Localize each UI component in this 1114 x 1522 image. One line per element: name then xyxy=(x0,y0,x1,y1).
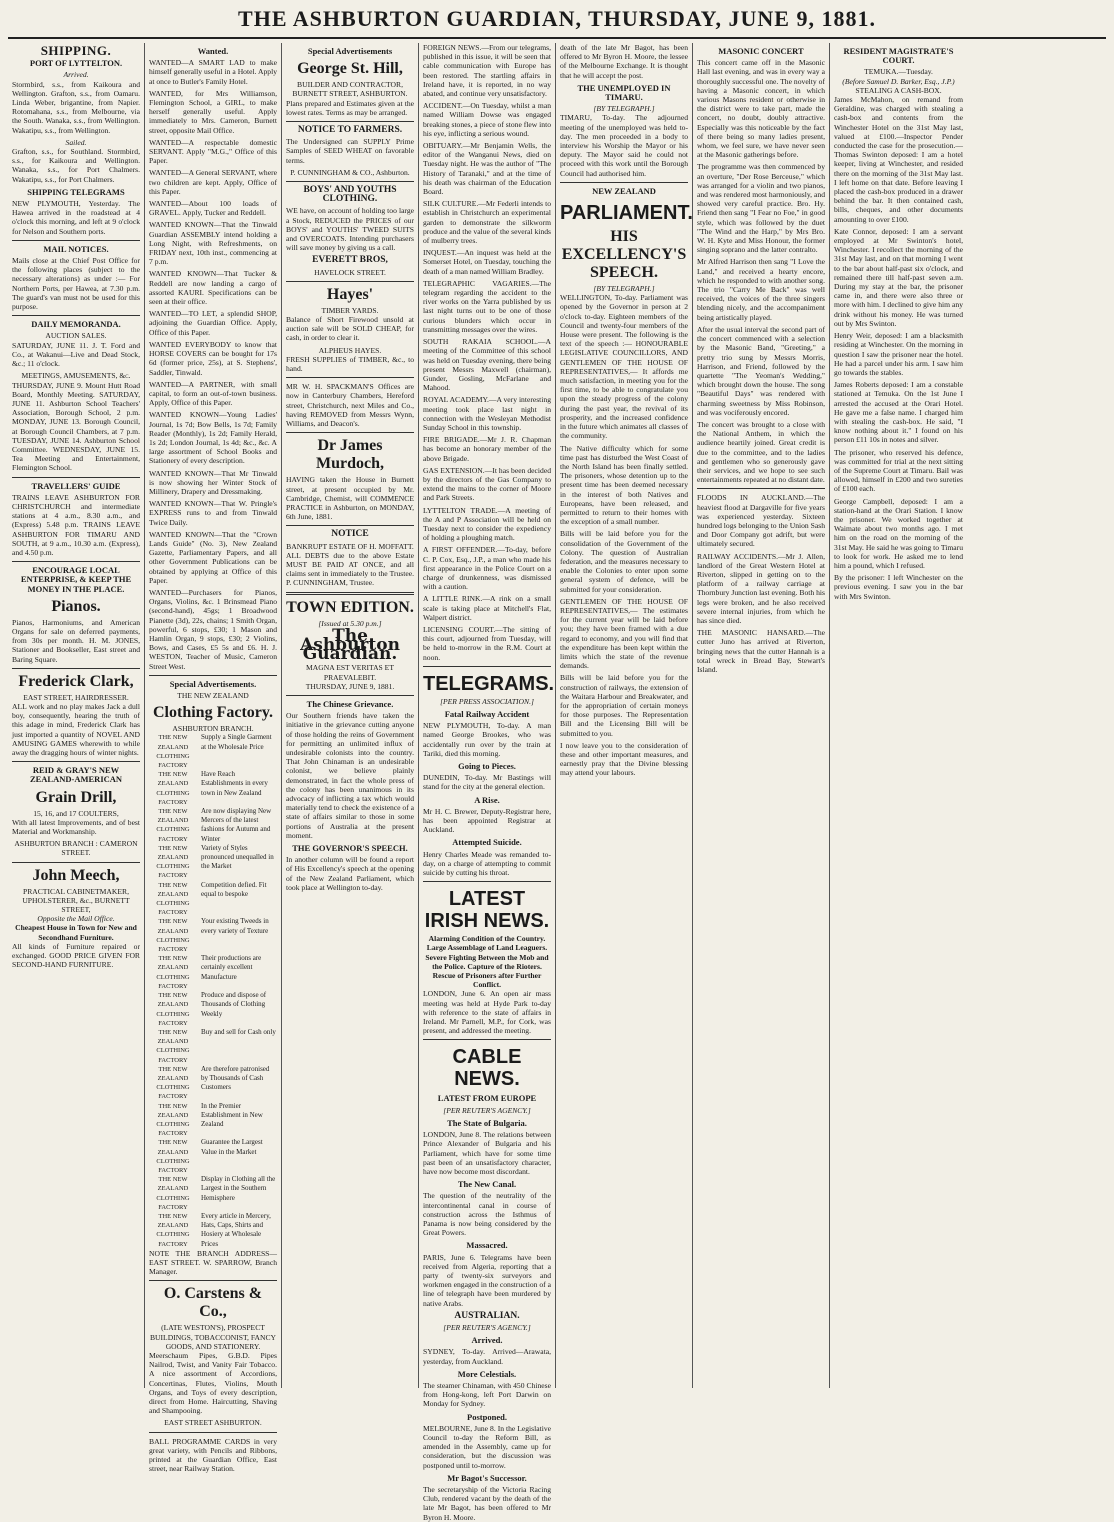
unemployed-agency: [BY TELEGRAPH.] xyxy=(593,104,655,114)
aus-agency: [PER REUTER'S AGENCY.] xyxy=(443,1322,531,1332)
railway-heading: Fatal Railway Accident xyxy=(444,709,530,719)
wanted-ad: WANTED—About 100 loads of GRAVEL. Apply, Tucker and Reddell. xyxy=(149,199,277,218)
rise-heading: A Rise. xyxy=(474,794,500,805)
railways-text: Bills will be laid before you for the construction of railways, the extension of the Waitara Harbour and Breakwater, and for the appropriation of certain moneys for those purposes. The Representation Bill and the Licensing Bill will be submitted to you. xyxy=(560,673,688,738)
clothing-row xyxy=(149,1102,277,1139)
column-5 xyxy=(556,43,693,1388)
clothing-row-text: Guarantee the Largest Value in the Market xyxy=(201,1138,263,1156)
wanted-heading: Wanted. xyxy=(197,46,229,56)
mail-text: Mails close at the Chief Post Office for the following places (subject to the necessary alterations) as under :— For Northern Ports, per Hawea, at 7.30 p.m. The guard's van must not be used for this purpose. xyxy=(12,256,140,312)
wanted-ad: WANTED KNOWN—Young Ladies' Journal, 1s 7d; Bow Bells, 1s 7d; Family Reader (Monthly), 1s 2d; Family Herald, 1s 2d; London Journal, 1s 4d; &c., &c. A large assortment of School Books and Stationery of every description. xyxy=(149,410,277,466)
spackman-text: MR W. H. SPACKMAN'S Offices are now in Canterbury Chambers, Hereford street, Christchurch, next Miles and Co., having REMOVED from Messrs Wynn, Williams, and Deacon's. xyxy=(286,382,414,429)
canal-heading: The New Canal. xyxy=(457,1179,517,1190)
clothing-big: Clothing Factory. xyxy=(153,704,273,722)
wanted-ad: WANTED KNOWN—That the Tinwald Guardian ASSEMBLY intend holding a Long Night, with Refreshments, on FRIDAY next, 10th inst., commencing at 7 p.m. xyxy=(149,220,277,267)
chinese-text: Our Southern friends have taken the initiative in the grievance cutting anyone of those holding the reins of Government for permitting an unlimited influx of undesirable colonists into the country. That John Chinaman is an undesirable colonist, we believe plainly demonstrated, in fact the whole press of the colony has been unanimous in its advocacy of inflicting a tax which would materially tend to check the existence of a state of affairs similar to those in some portions of Australia at the present moment. xyxy=(286,711,414,840)
massacre-text: PARIS, June 6. Telegrams have been received from Algeria, reporting that a party of twenty-six surveyors and workmen engaged in the construction of a line of telegraph have been murdered by native Arabs. xyxy=(423,1252,551,1308)
aus-heading: AUSTRALIAN. xyxy=(454,1310,520,1321)
suicide-text: Henry Charles Meade was remanded to-day, on a charge of attempting to commit suicide by cutting his throat. xyxy=(423,849,551,878)
divider xyxy=(423,881,551,882)
court-heading: RESIDENT MAGISTRATE'S COURT. xyxy=(843,46,954,66)
divider xyxy=(423,1039,551,1040)
auction-heading: AUCTION SALES. xyxy=(45,331,107,341)
meech-sub: PRACTICAL CABINETMAKER, UPHOLSTERER, &c., BURNETT STREET, xyxy=(22,886,130,915)
hayes-sign: ALPHEUS HAYES. xyxy=(318,345,382,355)
massacre-heading: Massacred. xyxy=(466,1240,508,1251)
hill-text: Plans prepared and Estimates given at the lowest rates. Terms as may be arranged. xyxy=(286,98,414,117)
bench: (Before Samuel D. Barker, Esq., J.P.) xyxy=(842,76,955,86)
meetings-heading: MEETINGS, AMUSEMENTS, &c. xyxy=(21,371,131,381)
bill-text: THE MASONIC HANSARD.—The cutter Juno has arrived at Riverton, bringing news that the cutter Hannah is a total wreck in Bread Bay, Stewart's Island. xyxy=(697,628,825,674)
shipping-heading: SHIPPING. xyxy=(40,43,112,58)
clothing-row-label: THE NEW ZEALAND CLOTHING FACTORY xyxy=(156,1139,190,1174)
column-7 xyxy=(830,43,967,1388)
column-1 xyxy=(8,43,145,1388)
clothing-row-text: Your existing Tweeds in every variety of Texture xyxy=(201,917,269,935)
cable-agency: [PER REUTER'S AGENCY.] xyxy=(443,1105,531,1115)
clothing-row-label: THE NEW ZEALAND CLOTHING FACTORY xyxy=(156,1176,190,1211)
clothing-row-label: THE NEW ZEALAND CLOTHING FACTORY xyxy=(156,881,190,917)
clothing-row xyxy=(149,807,277,844)
telegrams-agency: [PER PRESS ASSOCIATION.] xyxy=(440,696,534,706)
divider xyxy=(12,561,140,562)
clothing-row-text: Competition defied. Fit equal to bespoke xyxy=(201,880,267,898)
temuka: TEMUKA.—Tuesday. xyxy=(864,67,933,77)
closing-text: I now leave you to the consideration of these and other important measures, and earnestly pray that the Divine blessing may attend your labours. xyxy=(560,740,688,778)
wanted-ad: WANTED—A respectable domestic SERVANT. Apply "M.G.," Office of this Paper. xyxy=(149,137,277,166)
divider xyxy=(12,240,140,241)
last-text: George Campbell, deposed: I am a station-hand at the Orari Station. I know the prisoner. We worked together at Waimate about two months ago. I met him on the road on the morning of the 31st May. He said he was going to Timaru to look for work. He asked me to lend him a pound, which I refused. xyxy=(834,496,963,570)
inquest-text: INQUEST.—An inquest was held at the Somerset Hotel, on Tuesday, touching the death of a man named William Bradley. xyxy=(423,248,551,276)
everett-name: EVERETT BROS, xyxy=(312,255,388,266)
shipping-telegrams-text: NEW PLYMOUTH, Yesterday. The Hawea arrived in the roadstead at 4 o'clock this morning, and left at 9 o'clock for Nelson and Southern ports. xyxy=(12,199,140,236)
column-3 xyxy=(282,43,419,1388)
wanted-ad: WANTED—TO LET, a splendid SHOP, adjoining the Guardian Office. Apply, Office of this Paper. xyxy=(149,309,277,337)
gas-text: GAS EXTENSION.—It has been decided by the directors of the Gas Company to extend the mains to the corner of Moore and Park Streets. xyxy=(423,465,551,503)
drill-big: Grain Drill, xyxy=(35,788,117,806)
boys-text: WE have, on account of holding too large a Stock, REDUCED the PRICES of our BOYS' and YOUTHS' TWEED SUITS and OVERCOATS. Intending purchasers will save money by giving us a call. xyxy=(286,206,414,253)
drowning-heading: Going to Pieces. xyxy=(458,761,516,772)
guardian-date: THURSDAY, JUNE 9, 1881. xyxy=(305,681,395,691)
travellers-heading: TRAVELLERS' GUIDE xyxy=(31,480,121,491)
prisoner-text: The prisoner, who reserved his defence, was committed for trial at the next sitting of the Supreme Court at Timaru. Bail was allowed, himself in £200 and two sureties of £100 each. xyxy=(834,447,963,494)
murdoch-text: HAVING taken the House in Burnett street, at present occupied by Mr. Cambridge, Chemist, will COMMENCE PRACTICE in Ashburton, on MONDAY, 6th June, 1881. xyxy=(286,475,414,522)
farmers-text: The Undersigned can SUPPLY Prime Samples of SEED WHEAT on favorable terms. xyxy=(286,137,414,165)
town-issued: [Issued at 5.30 p.m.] xyxy=(318,618,382,628)
royal-text: ROYAL ACADEMY.—A very interesting meeting took place last night in connection with the Wesleyan Methodist Sunday School in this township. xyxy=(423,395,551,432)
sailed-heading: Sailed. xyxy=(65,137,87,147)
wanted-ad: WANTED EVERYBODY to know that HORSE COVERS can be bought for 17s 6d (former price, 25s), at S. Stephens', Saddler, Tinwald. xyxy=(149,339,277,377)
ball-text: BALL PROGRAMME CARDS in very great variety, with Pencils and Ribbons, printed at the Guardian Office, East street, near Railway Station. xyxy=(149,1436,277,1474)
clothing-row xyxy=(149,1028,277,1065)
auction-text: SATURDAY, JUNE 11. J. T. Ford and Co., at Wakanui—Live and Dead Stock, &c.; 11 o'clock. xyxy=(12,340,140,369)
everett-addr: HAVELOCK STREET. xyxy=(314,267,386,277)
clothing-row-text: Are therefore patronised by Thousands of Cash Customers xyxy=(201,1064,270,1092)
arrived-heading: Arrived. xyxy=(63,70,89,80)
chinese-heading: The Chinese Grievance. xyxy=(306,698,394,709)
travellers-text: TRAINS LEAVE ASHBURTON FOR CHRISTCHURCH and intermediate stations at 4 a.m., 8.30 a.m., and (Express) 5.48 p.m. TRAINS LEAVE ASHBURTON FOR TIMARU AND SOUTH, at 9 a.m., 10.30 a.m. (Express), and 4.50 p.m. xyxy=(12,492,140,557)
rink-text: A LITTLE RINK.—A rink on a small scale is taking place at Mitchell's Flat, Walpert district. xyxy=(423,594,551,622)
farmers-heading: NOTICE TO FARMERS. xyxy=(297,125,403,136)
accident-text: ACCIDENT.—On Tuesday, whilst a man named William Dowse was engaged breaking stones, a piece of stone flew into his eye, inflicting a serious wound. xyxy=(423,101,551,138)
special-heading: Special Advertisements. xyxy=(169,678,257,689)
governor-text: In another column will be found a report of His Excellency's speech at the opening of the New Zealand Parliament, which took place at Wellington to-day. xyxy=(286,855,414,892)
divider xyxy=(286,695,414,696)
divider xyxy=(697,488,825,489)
clothing-row-text: Supply a Single Garment at the Wholesale Price xyxy=(201,733,272,751)
bulgaria-text: LONDON, June 8. The relations between Prince Alexander of Bulgaria and his Parliament, which have for some time past been of an unsatisfactory character, have now become most discordant. xyxy=(423,1130,551,1176)
native-text: The Native difficulty which for some time past has disturbed the West Coast of the North Island has been finally settled. The prisoners, whose detention up to the present time has been deemed necessary in the interest of both Natives and Europeans, have been released, and permitted to return to their homes with the exception of a small number. xyxy=(560,443,688,527)
rise-text: Mr H. C. Brewer, Deputy-Registrar here, has been appointed Registrar at Auckland. xyxy=(423,806,551,835)
celestials-text: The steamer Chinaman, with 450 Chinese from Hong-kong, left Port Darwin on Monday for Sydney. xyxy=(423,1380,551,1409)
speech-text: WELLINGTON, To-day. Parliament was opened by the Governor in person at 2 o'clock to-day. Eighteen members of the Council and twenty-four members of the House were present. The following is the text of the speech :— HONOURABLE LEGISLATIVE COUNCILLORS, AND GENTLEMEN OF THE HOUSE OF REPRESENTATIVES,— It affords me much satisfaction, in meeting you for the first time, to be able to congratulate you upon the steady progress of the colony during the past year, the revival of its prosperity, and the increased confidence in the future which animates all classes of the community. xyxy=(560,293,688,441)
licensing-text: LICENSING COURT.—The sitting of this court, adjourned from Tuesday, will be held to-morrow in the R.M. Court at noon. xyxy=(423,624,551,662)
irish-heading: LATEST IRISH NEWS. xyxy=(424,888,550,933)
wanted-list xyxy=(149,58,277,671)
divider xyxy=(286,121,414,122)
boys-heading: BOYS' AND YOUTHS CLOTHING. xyxy=(303,185,397,205)
gentlemen-text: GENTLEMEN OF THE HOUSE OF REPRESENTATIVES,— The estimates for the current year will be laid before you; they have been framed with a due regard to economy, and you will find that the expenditure has been kept within the limits which the state of the revenue demands. xyxy=(560,596,688,671)
unemployed-heading: THE UNEMPLOYED IN TIMARU. xyxy=(577,82,671,103)
special-heading-3: Special Advertisements xyxy=(307,46,393,56)
divider xyxy=(286,525,414,526)
drill-heading: REID & GRAY'S NEW ZEALAND-AMERICAN xyxy=(29,765,123,785)
clothing-row xyxy=(149,733,277,770)
clark-sub: EAST STREET, HAIRDRESSER. xyxy=(23,692,129,702)
celestials-heading: More Celestials. xyxy=(457,1368,517,1379)
cable-heading: CABLE NEWS. xyxy=(452,1046,522,1091)
program-text: The programme was then commenced by an overture, "Der Rose Berceuse," which was arranged for a violin and two pianos, and was rendered most harmoniously, and showed very careful practice. Bro. Hy. Friend then sang "I Fear no Foe," in good style, which was followed by the duet "The Wind and the Harp," by Mrs Bro. W. H. Kyte and Miss Honour, the former singing soprano and the latter contralto. xyxy=(697,162,825,255)
boycott-text: The secretaryship of the Victoria Racing Club, rendered vacant by the death of the late Mr Bagot, has been offered to Mr Byron H. Moore. xyxy=(423,1485,551,1522)
unemployed-text: TIMARU, To-day. The adjourned meeting of the unemployed was held to-day. The men proceeded in a body to interview his Worship the Mayor or his deputy. The Mayor said he could not proceed with this work until the Borough Council had authorised him. xyxy=(560,113,688,178)
clothing-row xyxy=(149,991,277,1028)
offender-text: A FIRST OFFENDER.—To-day, before C. P. Cox, Esq., J.P., a man who made his first appearance in the Police Court on a charge of drunkenness, was dismissed with a caution. xyxy=(423,545,551,592)
guardian-title: The Ashburton Guardian. xyxy=(300,625,400,665)
clothing-row-label: THE NEW ZEALAND CLOTHING FACTORY xyxy=(156,808,190,843)
divider xyxy=(12,477,140,478)
memoranda-heading: DAILY MEMORANDA. xyxy=(31,319,121,330)
boycott-heading: Mr Bagot's Successor. xyxy=(447,1472,527,1483)
divider xyxy=(12,668,140,669)
speech-agency: [BY TELEGRAPH.] xyxy=(593,284,655,294)
guardian-motto: MAGNA EST VERITAS ET PRAEVALEBIT. xyxy=(306,663,394,682)
clothing-row-text: Their productions are certainly excellent Manufacture xyxy=(201,954,262,981)
sailings-text: Grafton, s.s., for Southland. Stormbird, s.s., for Kaikoura and Wellington. Wanaka, s.s., for Port Chalmers. Wakatipu, s.s., for Port Chalmers. xyxy=(12,147,140,184)
bulgaria-heading: The State of Bulgaria. xyxy=(447,1117,527,1128)
divider xyxy=(286,281,414,282)
hayes-text: Balance of Short Firewood unsold at auction sale will be SOLD CHEAP, for cash, in order to clear it. xyxy=(286,315,414,343)
wanted-ad: WANTED—A PARTNER, with small capital, to form an out-of-town business. Apply, Office of this Paper. xyxy=(149,379,277,408)
ledger-text: Henry Weir, deposed: I am a blacksmith residing at Winchester. On the morning in question I saw the prisoner near the hotel. He had a parcel under his arm. I saw him go towards the stables. xyxy=(834,331,963,377)
port-heading: PORT OF LYTTELTON. xyxy=(29,58,123,69)
clothing-row-label: THE NEW ZEALAND CLOTHING FACTORY xyxy=(156,1212,190,1248)
clothing-row xyxy=(149,770,277,807)
end-text: By the prisoner: I left Winchester on the previous evening. I saw you in the bar with Mrs Swinton. xyxy=(834,573,963,601)
col5-text: death of the late Mr Bagot, has been offered to Mr Byron H. Moore, the lessee of the Melbourne Exchange. It is thought that he will accept the post. xyxy=(560,43,688,80)
irish-sub: Alarming Condition of the Country. Large Assemblage of Land Leaguers. Severe Fighting Between the Mob and the Police. Capture of the Rioters. Rescue of Prisoners after Further Conflict. xyxy=(425,934,549,990)
wanted-ad: WANTED—Purchasers for Pianos, Organs, Violins, &c. 1 Brinsmead Piano (second-hand), 45gs; 1 Broadwood Pianette (3d), 22s, chains; 1 Smith Organ, powerful, 6 stops, £30; 1 Mason and Hamlin Organ, 9 stops, £30; 2 Violins, Bows, and Cases, £5 5s and £6. H. J. WESTON, Teacher of Music, Cameron Street West. xyxy=(149,587,277,671)
clothing-row-label: THE NEW ZEALAND CLOTHING FACTORY xyxy=(156,844,190,880)
federation-text: Bills will be laid before you for the consolidation of the Government of the Colony. The question of Australian federation, and the measures necessary to enable the Colonies to enter upon some general system of defence, will be submitted for your consideration. xyxy=(560,529,688,594)
stealing: STEALING A CASH-BOX. xyxy=(855,85,942,95)
telegrams-heading: TELEGRAMS. xyxy=(423,672,555,695)
clothing-row xyxy=(149,1065,277,1102)
arrivals-text: Stormbird, s.s., from Kaikoura and Wellington. Grafton, s.s., from Oamaru. Linda Weber, brigantine, from Napier. Rotomahana, s.s., from Melbourne, via the South. Wanaka, s.s., from Wellington. Wakatipu, s.s., from Wellington. xyxy=(12,79,140,135)
drill-text: With all latest Improvements, and of best Material and Workmanship. xyxy=(12,817,140,837)
divider xyxy=(149,1432,277,1433)
arrived-heading-2: Arrived. xyxy=(471,1335,503,1346)
carstens-text: Meerschaum Pipes, G.B.D. Pipes Nailrod, Twist, and Vanity Fair Tobacco. A nice assortment of Accordions, Concertinas, Flutes, Violins, Mouth Organs, and Toys of every description, direct from Home. Haircutting, Shaving and Shampooing. xyxy=(149,1351,277,1416)
court-text: James McMahon, on remand from Geraldine, was charged with stealing a cash-box and contents from the Winchester Hotel on the 31st May last, valued at £100.—Inspector Pender conducted the case for the prosecution.—Thomas Swinton deposed: I am a hotel keeper, living at Winchester, and resided there on the morning of the 31st May last. I left home on that date. Before leaving I placed the cash-box produced in a drawer behind the bar. It then contained cash, bills, cheques, and other documents amounting to over £100. xyxy=(834,95,963,224)
governor-heading: THE GOVERNOR'S SPEECH. xyxy=(292,843,408,853)
encourage-heading: ENCOURAGE LOCAL ENTERPRISE, & KEEP THE MONEY IN THE PLACE. xyxy=(20,565,132,594)
clothing-row-text: In the Premier Establishment in New Zealand xyxy=(201,1101,263,1128)
clothing-row-label: THE NEW ZEALAND CLOTHING FACTORY xyxy=(156,1102,190,1138)
mail-heading: MAIL NOTICES. xyxy=(43,243,109,254)
speech-heading: HIS EXCELLENCY'S SPEECH. xyxy=(561,228,687,282)
divider xyxy=(286,432,414,433)
postponed-heading: Postponed. xyxy=(467,1411,507,1422)
meetings-text: THURSDAY, JUNE 9. Mount Hutt Road Board, Monthly Meeting. SATURDAY, JUNE 11. Ashburton School Teachers' Association, Borough School, 2 p.m. MONDAY, JUNE 13. Borough Council, at Borough Council Chambers, at 7 p.m. TUESDAY, JUNE 14. Ashburton School Committee. WEDNESDAY, JUNE 15. Tea Meeting and Entertainment, Flemington School. xyxy=(12,380,140,473)
postponed-text: MELBOURNE, June 8. In the Legislative Council to-day the Reform Bill, as amended in the Assembly, came up for consideration, but the discussion was postponed until to-morrow. xyxy=(423,1423,551,1470)
part-two-text: After the usual interval the second part of the concert commenced with a selection by the Masonic Band, "Greeting," a pretty trio sung by Messrs Morris, Harrison, and Friend, followed by the quartette "The Yeoman's Wedding," which brought down the house. The song "Beautiful Days" was rendered with charming sweetness by Miss Robinson, and was vociferously encored. xyxy=(697,324,825,417)
lyttelton-text: LYTTELTON TRADE.—A meeting of the A and P Association will be held on Tuesday next to consider the expediency of holding a ploughing match. xyxy=(423,505,551,543)
clothing-row-label: THE NEW ZEALAND CLOTHING FACTORY xyxy=(156,1065,190,1101)
clothing-row-text: Produce and dispose of Thousands of Clothing Weekly xyxy=(201,991,267,1018)
wanted-ad: WANTED, for Mrs Williamson, Flemington School, a GIRL, to make herself generally useful. Apply immediately to Mrs. Cameron, Burnett street, opposite Mail Office. xyxy=(149,88,277,135)
parliament-heading: PARLIAMENT. xyxy=(560,202,693,225)
clothing-row xyxy=(149,1175,277,1212)
clothing-row xyxy=(149,954,277,991)
hayes-big: Hayes' xyxy=(326,285,374,303)
pianos-heading: Pianos. xyxy=(51,597,101,615)
clothing-row-text: Display in Clothing all the Largest in the Southern Hemisphere xyxy=(201,1175,276,1202)
clothing-row-label: THE NEW ZEALAND CLOTHING FACTORY xyxy=(156,955,190,990)
meech-cheap: Cheapest House in Town for New and Secondhand Furniture. xyxy=(15,923,137,942)
clothing-row-label: THE NEW ZEALAND CLOTHING FACTORY xyxy=(156,734,190,770)
divider xyxy=(12,315,140,316)
farmers-sign: P. CUNNINGHAM & CO., Ashburton. xyxy=(290,167,410,177)
nz-heading: NEW ZEALAND xyxy=(592,185,656,196)
divider xyxy=(12,862,140,863)
clothing-row xyxy=(149,1212,277,1249)
divider xyxy=(149,1280,277,1281)
clothing-row-text: Every article in Mercery, Hats, Caps, Shirts and Hosiery at Wholesale Prices xyxy=(201,1211,271,1248)
clothing-note: NOTE THE BRANCH ADDRESS— EAST STREET. W. SPARROW, Branch Manager. xyxy=(149,1248,277,1277)
divider xyxy=(423,666,551,667)
obituary-text: OBITUARY.—Mr Benjamin Wells, the editor of the Wanganui News, died on Tuesday night. He was the author of "The History of Taranaki," and at the time of his death was chairman of the Education Board. xyxy=(423,141,551,197)
divider xyxy=(286,181,414,182)
cable-sub: LATEST FROM EUROPE xyxy=(437,1093,537,1104)
notice-heading: NOTICE xyxy=(331,529,369,540)
clothing-row-label: THE NEW ZEALAND CLOTHING FACTORY xyxy=(156,918,190,954)
meech-foot: All kinds of Furniture repaired or exchanged. GOOD PRICE GIVEN FOR SECOND-HAND FURNITURE. xyxy=(12,941,140,970)
clothing-row-label: THE NEW ZEALAND CLOTHING FACTORY xyxy=(156,1028,190,1064)
railway-text: NEW PLYMOUTH, To-day. A man named George Brookes, who was accidentally run over by the train at Tariki, died this morning. xyxy=(423,721,551,758)
clothing-row xyxy=(149,844,277,881)
telegraphic-text: TELEGRAPHIC VAGARIES.—The telegram regarding the accident to the river works on the Yarra published by us last night turns out to be one of those curious blunders which occur in transmitting messages over the wires. xyxy=(423,278,551,334)
hayes-sub: TIMBER YARDS. xyxy=(321,305,379,315)
clothing-row xyxy=(149,881,277,918)
wanted-ad: WANTED KNOWN—That W. Pringle's EXPRESS runs to and from Tinwald Twice Daily. xyxy=(149,499,277,527)
clothing-branch: ASHBURTON BRANCH. xyxy=(172,724,254,734)
clothing-row-text: Variety of Styles pronounced unequalled in the Market xyxy=(201,843,274,871)
clothing-row-label: THE NEW ZEALAND CLOTHING FACTORY xyxy=(156,992,190,1027)
second-text: Mr Alfred Harrison then sang "I Love the Land," and received a hearty encore, which he responded to with another song. The trio "Carry Me Back" was well received, the voices of the three singers blending nicely, and the accompaniment being artistically played. xyxy=(697,257,825,322)
wanted-ad: WANTED—A SMART LAD to make himself generally useful in a Hotel. Apply at once to Butler's Family Hotel. xyxy=(149,58,277,86)
arrived-text: SYDNEY, To-day. Arrived—Arawata, yesterday, from Auckland. xyxy=(423,1347,551,1366)
drill-sizes: 15, 16, and 17 COULTERS, xyxy=(33,808,119,818)
wanted-ad: WANTED KNOWN—That Mr Tinwald is now showing her Winter Stock of Millinery, Drapery and Dressmaking. xyxy=(149,468,277,496)
south-text: SOUTH RAKAIA SCHOOL.—A meeting of the Committee of this school was held on Tuesday evening, there being present Messrs Maxwell (chairman), Gunder, Gosling, McFarlane and Mahood. xyxy=(423,337,551,393)
hill-name: George St. Hill, xyxy=(297,60,403,78)
irish-text: LONDON, June 6. An open air mass meeting was held at Hyde Park to-day with reference to the state of affairs in Ireland. Mr Parnell, M.P., for Cork, was present, and addressed the meeting. xyxy=(423,989,551,1036)
clothing-row-text: Are now displaying New Mercers of the latest fashions for Autumn and Winter xyxy=(201,807,272,843)
divider xyxy=(286,377,414,378)
meech-name: John Meech, xyxy=(32,866,120,884)
notice-text: ALL DEBTS due to the above Estate MUST BE PAID AT ONCE, and all claims sent in immediately to the Trustee. P. CUNNINGHAM, Trustee. xyxy=(286,550,414,588)
clothing-rows xyxy=(149,733,277,1248)
divider xyxy=(286,592,414,595)
divider xyxy=(12,761,140,762)
clark-text: ALL work and no play makes Jack a dull boy, consequently, hearing the truth of this adage in mind, Frederick Clark has just imported a quantity of NOVEL AND AMUSING GAMES wherewith to while away the dragging hours of winter nights. xyxy=(12,701,140,757)
canal-text: The question of the neutrality of the intercontinental canal in course of construction across the Isthmus of Panama is now being considered by the Great Powers. xyxy=(423,1191,551,1238)
suicide-heading: Attempted Suicide. xyxy=(452,837,522,848)
floods-text: FLOODS IN AUCKLAND.—The heaviest flood at Dargaville for five years was experienced yesterday. Sixteen hundred logs belonging to the Union Sash and Door Company got adrift, but were ultimately secured. xyxy=(697,493,825,549)
wanted-ad: WANTED KNOWN—That the "Crown Lands Guide" (No. 3), New Zealand Gazette, Parliamentary Papers, and all other Government Publications can be obtained by applying at Office of this Paper. xyxy=(149,529,277,585)
evidence-text: Kate Connor, deposed: I am a servant employed at Mr Swinton's hotel, Winchester. I recollect the morning of the 31st May last, and on that morning I went to the bar about half-past six o'clock, and remained there till half-past seven a.m. During my stay at the bar, the prisoner came in, and there were also three or more with him. I declined to give him any drink without his money. He was turned out by Mrs Swinton. xyxy=(834,226,963,328)
carstens-sub: (LATE WESTON'S), PROSPECT BUILDINGS, TOBACCONIST, FANCY GOODS, AND STATIONERY. xyxy=(149,1323,276,1351)
wanted-ad: WANTED KNOWN—That Tucker & Reddell are now landing a cargo of assorted KAURI. Specifications can be seen at their office. xyxy=(149,269,277,307)
clothing-row-label: THE NEW ZEALAND CLOTHING FACTORY xyxy=(156,771,190,806)
clothing-row xyxy=(149,1138,277,1175)
clothing-row-text: Buy and sell for Cash only xyxy=(201,1027,276,1036)
column-6 xyxy=(693,43,830,1388)
fire-text: FIRE BRIGADE.—Mr J. R. Chapman has become an honorary member of the above Brigade. xyxy=(423,435,551,463)
meech-opp: Opposite the Mail Office. xyxy=(37,914,115,924)
notice-sub: BANKRUPT ESTATE OF H. MOFFATT. xyxy=(286,541,414,551)
pianos-text: Pianos, Harmoniums, and American Organs for sale on deferred payments, from 30s per month. H. M. JONES, Stationer and Bookseller, East street and Baring Square. xyxy=(12,617,140,664)
column-2 xyxy=(145,43,282,1474)
hayes-note: FRESH SUPPLIES of TIMBER, &c., to hand. xyxy=(286,354,414,374)
carstens-addr: EAST STREET ASHBURTON. xyxy=(164,1418,262,1428)
shipping-telegrams-heading: SHIPPING TELEGRAMS xyxy=(27,186,125,197)
divider xyxy=(149,675,277,676)
column-4 xyxy=(419,43,556,1522)
railway-accident-text: RAILWAY ACCIDENTS.—Mr J. Allen, landlord of the Great Western Hotel at Riverton, slipped in getting on to the platform of a railway carriage at Thornbury Junction last evening. Both his legs were broken, and he also received severe internal injuries, from which he has since died. xyxy=(697,551,825,625)
foreign-text: FOREIGN NEWS.—From our telegrams, published in this issue, it will be seen that cable communication with Europe has been restored. The startling affairs in Ireland have, it is reported, in no way abated, and continue very unsatisfactory. xyxy=(423,43,551,99)
finale-text: The concert was brought to a close with the National Anthem, in which the audience heartily joined. Great credit is due to the committee, and to the ladies and gentlemen who so generously gave their services, and we hope to see such entertainments repeated at no distant date. xyxy=(697,419,825,485)
concert-text: This concert came off in the Masonic Hall last evening, and was in every way a thoroughly successful one. The novelty of having a Masonic concert, in which various Masons resident or otherwise in the district were to take part, made the concert, no doubt, doubly attractive. Especially was this noticeable by the fact of there being so many ladies present, whom, we feel sure, we have never seen at the Masonic gatherings before. xyxy=(697,58,825,160)
concert-heading: MASONIC CONCERT xyxy=(718,46,804,56)
cross-text: James Roberts deposed: I am a constable stationed at Temuka. On the 1st June I arrested the accused at the Orari Hotel. He gave me a false name. I charged him with stealing the cash-box. He said, "I know nothing about it." I found on his person £11 10s in notes and silver. xyxy=(834,380,963,445)
hill-sub: BUILDER AND CONTRACTOR, BURNETT STREET, ASHBURTON. xyxy=(292,80,408,99)
murdoch-name: Dr James Murdoch, xyxy=(316,437,384,473)
clark-name: Frederick Clark, xyxy=(18,672,134,690)
clothing-pre: THE NEW ZEALAND xyxy=(177,691,249,700)
columns xyxy=(8,43,1106,1522)
wanted-ad: WANTED—A General SERVANT, where two children are kept. Apply, Office of this Paper. xyxy=(149,168,277,196)
drill-branch: ASHBURTON BRANCH : CAMERON STREET. xyxy=(14,839,138,858)
carstens-name: O. Carstens & Co., xyxy=(163,1285,263,1321)
town-edition: TOWN EDITION. xyxy=(286,598,414,616)
clothing-row xyxy=(149,917,277,954)
drowning-text: DUNEDIN, To-day. Mr Bastings will stand for the city at the general election. xyxy=(423,773,551,792)
silk-text: SILK CULTURE.—Mr Federli intends to establish in Christchurch an experimental garden to demonstrate the silkworm produce and the value of the several kinds of mulberry trees. xyxy=(423,199,551,246)
masthead: THE ASHBURTON GUARDIAN, THURSDAY, JUNE 9, 1881. xyxy=(8,6,1106,39)
clothing-row-text: Have Reach Establishments in every town in New Zealand xyxy=(201,770,268,797)
divider xyxy=(560,182,688,183)
